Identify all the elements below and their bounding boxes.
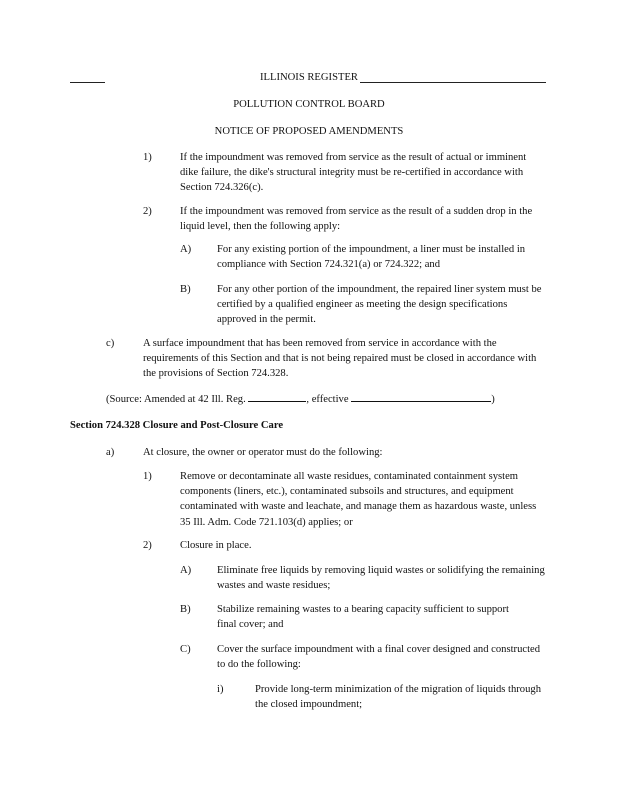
item-label: 1) (143, 471, 152, 482)
item-text: At closure, the owner or operator must do the following: (143, 447, 383, 458)
item-text: If the impoundment was removed from service as the result of a sudden drop in the liquid level, then the following apply: (180, 206, 533, 233)
item-text: Stabilize remaining wastes to a bearing capacity sufficient to support final cover; and (217, 604, 509, 631)
item-label: a) (106, 447, 115, 458)
item-text: Provide long-term minimization of the migration of liquids through the closed impoundment; (255, 684, 541, 711)
item-text: A surface impoundment that has been removed from service in accordance with the requirements of this Section and that is not being repaired must be closed in accordance with the provisions of Section 724.328. (143, 338, 537, 380)
item-label: C) (180, 644, 191, 655)
item-text: If the impoundment was removed from service as the result of actual or imminent dike failure, the dike's structural integrity must be re-certified in accordance with Section 724.326(c). (180, 152, 527, 194)
item-label: B) (180, 604, 191, 615)
item-label: B) (180, 284, 191, 295)
source-middle: , effective (306, 394, 352, 405)
item-text: For any other portion of the impoundment, the repaired liner system must be certified by a qualified engineer as meeting the design specifications approved in the permit. (217, 284, 542, 326)
section-heading: Section 724.328 Closure and Post-Closure Care (70, 420, 284, 431)
item-text: Remove or decontaminate all waste residues, contaminated containment system components (liners, etc.), contaminated subsoils and structures, and equipment contaminated with waste and leachate, and manage them as hazardous waste, unless 35 Ill. Adm. Code 721.103(d) applies; or (180, 471, 537, 528)
item-label: A) (180, 244, 192, 255)
effective-blank (351, 390, 491, 402)
item-label: i) (217, 684, 224, 695)
item-text: Closure in place. (180, 540, 252, 551)
item-label: A) (180, 565, 192, 576)
board-title: POLLUTION CONTROL BOARD (233, 99, 385, 110)
item-label: 1) (143, 152, 152, 163)
reg-blank (248, 390, 306, 402)
item-label: 2) (143, 206, 152, 217)
item-text: For any existing portion of the impoundment, a liner must be installed in compliance with Section 724.321(a) or 724.322; and (217, 244, 526, 271)
item-text: Eliminate free liquids by removing liquid wastes or solidifying the remaining wastes and waste residues; (217, 565, 545, 592)
source-prefix: (Source: Amended at 42 Ill. Reg. (106, 394, 249, 405)
item-label: c) (106, 338, 115, 349)
item-text: Cover the surface impoundment with a final cover designed and constructed to do the following: (217, 644, 541, 671)
source-note (106, 390, 495, 407)
register-title: ILLINOIS REGISTER (260, 72, 358, 83)
notice-title: NOTICE OF PROPOSED AMENDMENTS (214, 126, 404, 137)
item-label: 2) (143, 540, 152, 551)
source-suffix: ) (491, 394, 495, 405)
header-rule-right (360, 82, 546, 83)
